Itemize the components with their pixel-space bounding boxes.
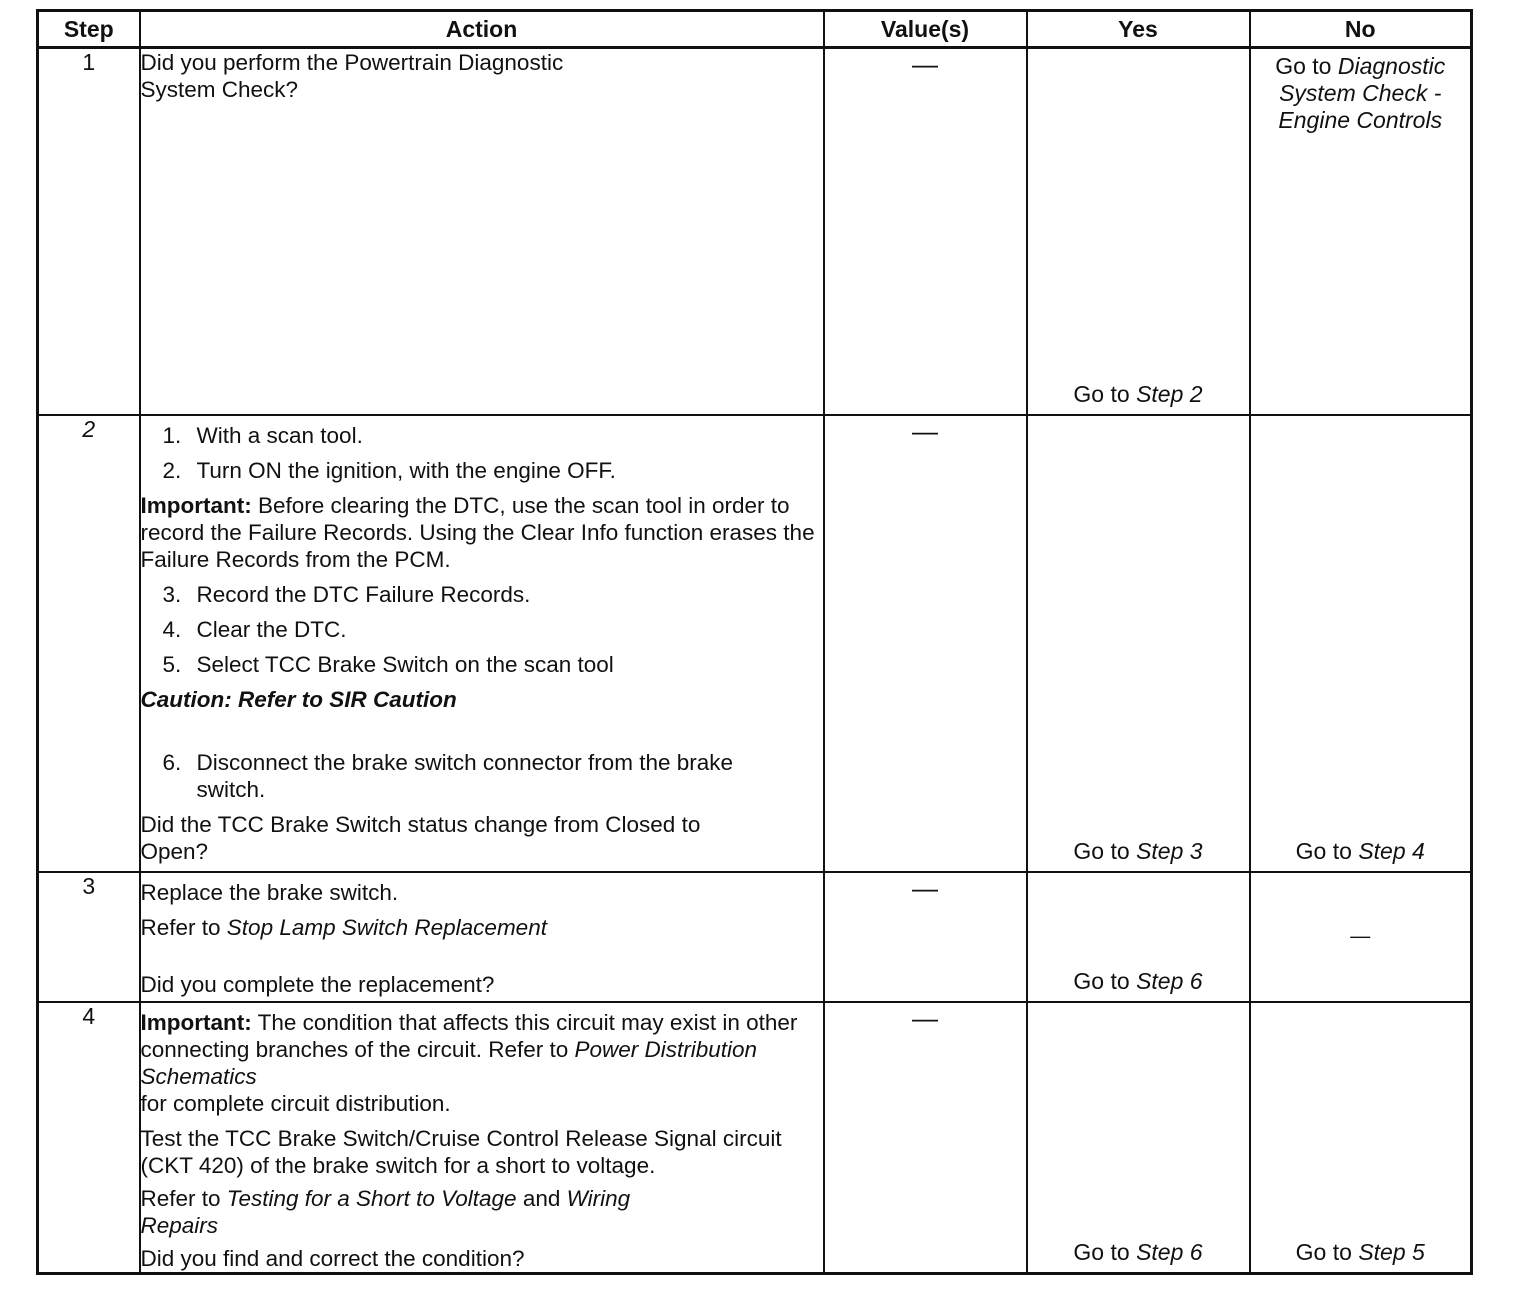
- header-step: Step: [38, 11, 140, 48]
- table-row: [38, 1002, 1472, 1274]
- no-cell: [1250, 872, 1472, 1002]
- yes-goto: [1028, 381, 1249, 408]
- header-values: Value(s): [824, 11, 1027, 48]
- action-question: Did you complete the replacement?: [140, 971, 495, 997]
- goto-target: Diagnostic System Check - Engine Controls: [1278, 53, 1446, 133]
- refer-line: [141, 1185, 641, 1239]
- goto-prefix: Go to: [1295, 837, 1359, 864]
- important-note: [141, 1009, 823, 1090]
- goto-prefix: Go to: [1073, 380, 1137, 407]
- no-goto: [1251, 49, 1471, 134]
- list-item: [163, 749, 823, 803]
- caution-note: Caution: Refer to SIR Caution: [140, 686, 457, 712]
- goto-prefix: Go to: [1073, 1238, 1137, 1265]
- item-text: With a scan tool.: [196, 422, 363, 448]
- item-text: Disconnect the brake switch connector from the brake switch.: [196, 749, 734, 802]
- item-number: 2.: [162, 457, 182, 483]
- header-row: [38, 11, 1472, 48]
- important-label: Important:: [140, 492, 252, 518]
- header-no: No: [1250, 11, 1472, 48]
- refer-prefix: Refer to: [140, 1185, 227, 1211]
- no-goto: [1251, 1239, 1471, 1266]
- header-action: Action: [140, 11, 824, 48]
- refer-prefix: Refer to: [140, 914, 227, 940]
- item-number: 4.: [162, 616, 182, 642]
- goto-prefix: Go to: [1073, 967, 1137, 994]
- goto-prefix: Go to: [1275, 53, 1338, 79]
- item-number: 3.: [162, 581, 182, 607]
- diagnostic-table: [36, 9, 1473, 1275]
- list-item: [163, 457, 823, 484]
- value-cell: —: [824, 415, 1027, 872]
- item-text: Clear the DTC.: [196, 616, 347, 642]
- important-text: The condition that affects this circuit may exist in other connecting branches of the circuit. Refer to: [140, 1009, 798, 1062]
- refer-and: and: [516, 1185, 567, 1211]
- refer-target: Testing for a Short to Voltage: [226, 1185, 517, 1211]
- value-cell: —: [824, 1002, 1027, 1274]
- no-cell: [1250, 1002, 1472, 1274]
- goto-prefix: Go to: [1295, 1238, 1359, 1265]
- value-cell: —: [824, 48, 1027, 415]
- step-number: 4: [38, 1002, 140, 1274]
- header-yes: Yes: [1027, 11, 1250, 48]
- list-item: [163, 581, 823, 608]
- yes-goto: [1028, 968, 1249, 995]
- yes-cell: [1027, 48, 1250, 415]
- goto-target: Step 2: [1136, 380, 1203, 407]
- action-question: Did you perform the Powertrain Diagnostic System Check?: [140, 50, 564, 102]
- list-item: [163, 422, 823, 449]
- action-question: Did you find and correct the condition?: [140, 1245, 525, 1271]
- action-cell: [140, 415, 824, 872]
- goto-target: Step 4: [1358, 837, 1425, 864]
- item-number: 5.: [162, 651, 182, 677]
- action-cell: [140, 48, 824, 415]
- action-cell: [140, 1002, 824, 1274]
- step-number: 3: [38, 872, 140, 1002]
- no-dash: —: [1350, 925, 1371, 947]
- important-text: Before clearing the DTC, use the scan tool in order to record the Failure Records. Using the Clear Info function erases the Failure Records from the PCM.: [140, 492, 815, 572]
- yes-cell: [1027, 872, 1250, 1002]
- item-text: Record the DTC Failure Records.: [196, 581, 531, 607]
- goto-target: Step 6: [1136, 967, 1203, 994]
- item-number: 1.: [162, 422, 182, 448]
- step-number: 1: [38, 48, 140, 415]
- action-line: Replace the brake switch.: [140, 879, 399, 905]
- important-ref: Power Distribution Schematics: [140, 1036, 758, 1089]
- step-number: 2: [38, 415, 140, 872]
- refer-line: [141, 914, 823, 941]
- yes-cell: [1027, 415, 1250, 872]
- table-row: [38, 48, 1472, 415]
- value-cell: —: [824, 872, 1027, 1002]
- no-cell: [1250, 415, 1472, 872]
- no-cell: [1250, 48, 1472, 415]
- important-label: Important:: [140, 1009, 252, 1035]
- goto-target: Step 3: [1136, 837, 1203, 864]
- table-row: [38, 415, 1472, 872]
- goto-prefix: Go to: [1073, 837, 1137, 864]
- item-number: 6.: [162, 749, 182, 775]
- list-item: [163, 616, 823, 643]
- goto-target: Step 5: [1358, 1238, 1425, 1265]
- goto-target: Step 6: [1136, 1238, 1203, 1265]
- list-item: [163, 651, 823, 678]
- table-row: [38, 872, 1472, 1002]
- item-text: Turn ON the ignition, with the engine OFF.: [196, 457, 616, 483]
- refer-target: Wiring Repairs: [140, 1185, 631, 1238]
- no-goto: [1251, 838, 1471, 865]
- important-note: [141, 492, 823, 573]
- action-question: Did the TCC Brake Switch status change from Closed to Open?: [140, 811, 701, 864]
- test-text: Test the TCC Brake Switch/Cruise Control Release Signal circuit (CKT 420) of the brake switch for a short to voltage.: [140, 1125, 782, 1178]
- yes-cell: [1027, 1002, 1250, 1274]
- important-after: for complete circuit distribution.: [140, 1090, 451, 1116]
- refer-target: Stop Lamp Switch Replacement: [226, 914, 547, 940]
- action-cell: [140, 872, 824, 1002]
- item-text: Select TCC Brake Switch on the scan tool: [196, 651, 614, 677]
- yes-goto: [1028, 1239, 1249, 1266]
- yes-goto: [1028, 838, 1249, 865]
